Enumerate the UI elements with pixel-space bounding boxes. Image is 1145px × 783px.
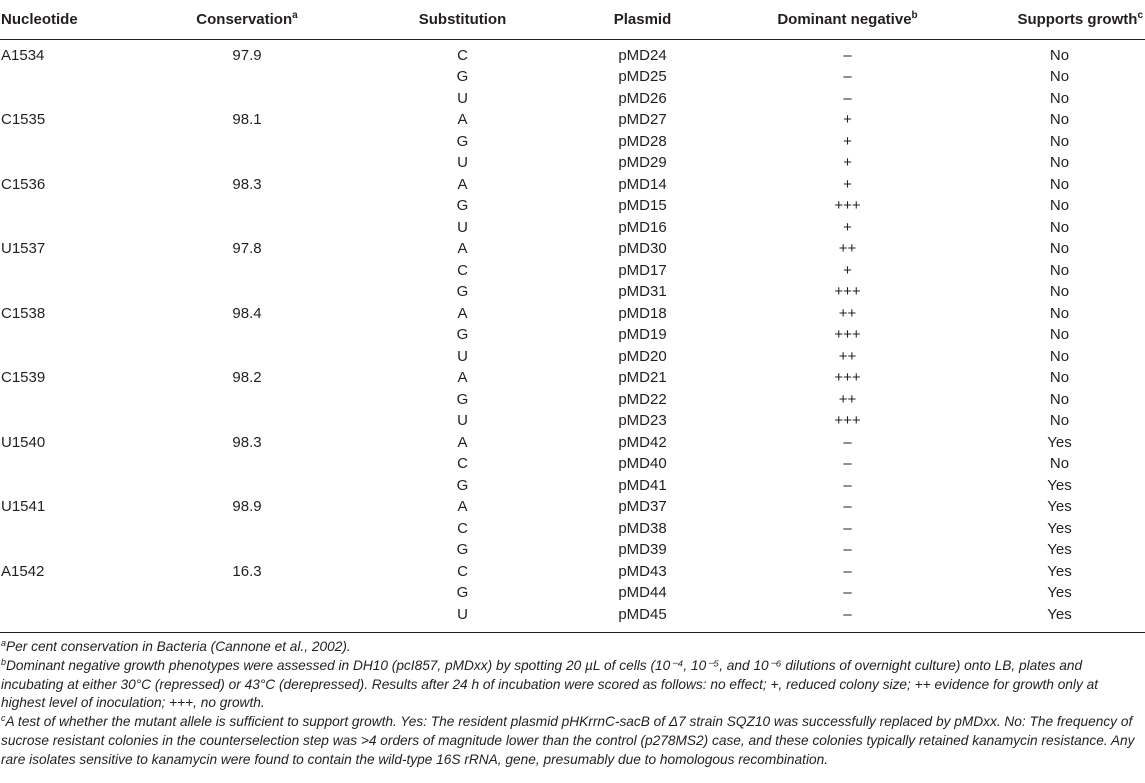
cell-dominant-negative: +: [843, 175, 852, 193]
cell-nucleotide: [0, 195, 160, 217]
table-row: [0, 303, 1145, 325]
cell-conservation: [160, 389, 355, 411]
cell-nucleotide: [0, 539, 160, 561]
cell-plasmid: pMD25: [618, 68, 667, 85]
table-row: [0, 217, 1145, 239]
cell-substitution: G: [456, 541, 469, 558]
cell-conservation: 98.3: [232, 433, 262, 451]
cell-nucleotide: [0, 582, 160, 604]
cell-nucleotide: C1535: [1, 111, 46, 128]
cell-plasmid: pMD22: [618, 390, 667, 408]
cell-substitution: A: [457, 369, 468, 386]
cell-conservation: [160, 475, 355, 497]
cell-dominant-negative: –: [843, 541, 852, 558]
cell-nucleotide: [0, 324, 160, 346]
cell-substitution: C: [457, 519, 468, 537]
header-substitution: Substitution: [355, 0, 570, 39]
cell-supports-growth: Yes: [1047, 562, 1072, 580]
header-conservation: Conservation$^a$: [160, 0, 355, 39]
cell-nucleotide: [0, 453, 160, 475]
cell-conservation: [160, 582, 355, 604]
cell-supports-growth: No: [1049, 132, 1070, 150]
table-row: [0, 131, 1145, 153]
cell-plasmid: pMD21: [618, 369, 667, 386]
cell-supports-growth: No: [1049, 89, 1070, 107]
cell-substitution: G: [456, 283, 469, 300]
cell-plasmid: pMD16: [618, 218, 667, 236]
cell-plasmid: pMD43: [618, 562, 667, 580]
cell-nucleotide: U1541: [1, 498, 46, 515]
cell-plasmid: pMD30: [618, 240, 667, 257]
cell-supports-growth: No: [1049, 369, 1070, 386]
cell-plasmid: pMD39: [618, 541, 667, 558]
cell-nucleotide: C1536: [1, 175, 46, 193]
footnote-mark: c: [1137, 9, 1143, 21]
cell-dominant-negative: +++: [834, 326, 861, 343]
cell-dominant-negative: +: [843, 154, 852, 171]
cell-plasmid: pMD31: [618, 283, 667, 300]
cell-dominant-negative: ++: [838, 347, 857, 365]
cell-dominant-negative: +: [843, 111, 852, 128]
table-row: [0, 453, 1145, 475]
cell-substitution: A: [457, 433, 468, 451]
table-row: [0, 346, 1145, 368]
table-row: [0, 109, 1145, 131]
table-row: [0, 260, 1145, 282]
cell-supports-growth: No: [1049, 46, 1070, 64]
cell-plasmid: pMD14: [618, 175, 667, 193]
cell-conservation: [160, 518, 355, 540]
cell-conservation: [160, 217, 355, 239]
cell-supports-growth: No: [1049, 261, 1070, 279]
cell-plasmid: pMD45: [618, 605, 667, 623]
cell-dominant-negative: –: [843, 68, 852, 85]
cell-substitution: U: [457, 154, 468, 171]
header-dominant-negative: Dominant negative$^b$: [715, 0, 980, 39]
cell-plasmid: pMD17: [618, 261, 667, 279]
cell-nucleotide: [0, 217, 160, 239]
header-plasmid: Plasmid: [570, 0, 715, 39]
cell-supports-growth: No: [1049, 412, 1070, 429]
cell-substitution: A: [457, 111, 468, 128]
cell-conservation: [160, 66, 355, 88]
cell-dominant-negative: –: [843, 476, 852, 494]
cell-nucleotide: [0, 66, 160, 88]
cell-substitution: A: [457, 175, 468, 193]
cell-supports-growth: No: [1049, 283, 1070, 300]
cell-plasmid: pMD37: [618, 498, 667, 515]
cell-conservation: [160, 131, 355, 153]
cell-conservation: [160, 281, 355, 303]
cell-substitution: U: [457, 218, 468, 236]
cell-conservation: [160, 260, 355, 282]
table-body: [0, 39, 1145, 625]
cell-substitution: A: [457, 498, 468, 515]
table-row: [0, 66, 1145, 88]
cell-supports-growth: No: [1049, 218, 1070, 236]
cell-dominant-negative: –: [843, 562, 852, 580]
cell-nucleotide: [0, 389, 160, 411]
table-row: [0, 367, 1145, 389]
cell-conservation: [160, 410, 355, 432]
cell-conservation: 98.3: [232, 175, 262, 193]
footnote-mark: b: [911, 9, 918, 21]
cell-supports-growth: No: [1049, 154, 1070, 171]
cell-plasmid: pMD24: [618, 46, 667, 64]
cell-conservation: [160, 152, 355, 174]
cell-dominant-negative: –: [843, 46, 852, 64]
table-row: [0, 561, 1145, 583]
table-row: [0, 389, 1145, 411]
cell-nucleotide: [0, 88, 160, 110]
footnotes: [0, 633, 1145, 770]
cell-substitution: G: [456, 197, 469, 214]
cell-substitution: G: [456, 68, 469, 85]
cell-supports-growth: No: [1049, 111, 1070, 128]
cell-nucleotide: [0, 518, 160, 540]
table-row: [0, 539, 1145, 561]
cell-supports-growth: No: [1049, 455, 1070, 472]
cell-plasmid: pMD44: [618, 584, 667, 601]
cell-plasmid: pMD15: [618, 197, 667, 214]
footnote-mark: a: [292, 9, 298, 21]
cell-substitution: U: [457, 347, 468, 365]
cell-plasmid: pMD19: [618, 326, 667, 343]
cell-plasmid: pMD40: [618, 455, 667, 472]
cell-conservation: 98.1: [232, 111, 262, 128]
table-header: [0, 0, 1145, 39]
cell-dominant-negative: +: [843, 261, 852, 279]
cell-plasmid: pMD38: [618, 519, 667, 537]
cell-dominant-negative: ++: [838, 390, 857, 408]
cell-supports-growth: No: [1049, 390, 1070, 408]
table-row: [0, 195, 1145, 217]
cell-conservation: 16.3: [232, 562, 262, 580]
cell-dominant-negative: ++: [838, 304, 857, 322]
cell-dominant-negative: ++: [838, 240, 857, 257]
cell-substitution: A: [457, 304, 468, 322]
cell-supports-growth: No: [1049, 197, 1070, 214]
cell-dominant-negative: +: [843, 132, 852, 150]
cell-plasmid: pMD28: [618, 132, 667, 150]
cell-conservation: [160, 453, 355, 475]
table-row: [0, 410, 1145, 432]
table-row: [0, 238, 1145, 260]
table-row: [0, 324, 1145, 346]
cell-dominant-negative: +++: [834, 369, 861, 386]
table-row: [0, 39, 1145, 66]
cell-conservation: 98.2: [232, 369, 262, 386]
cell-nucleotide: C1538: [1, 304, 46, 322]
cell-nucleotide: [0, 131, 160, 153]
cell-supports-growth: No: [1049, 240, 1070, 257]
cell-supports-growth: Yes: [1047, 605, 1072, 623]
footnote-b: $^b$Dominant negative growth phenotypes were assessed in DH10 (pcI857, pMDxx) by spotting 20 µL of cells (10⁻⁴, 10⁻⁵, and 10⁻⁶ dilutions of overnight culture) onto LB, plates and incubating at either 30°C (repressed) or 43°C (derepressed). Results after 24 h of incubation were scored as follows: no effect; +, reduced colony size; ++ evidence for growth only at highest level of inoculation; +++, no growth.: [1, 656, 1099, 711]
cell-substitution: U: [457, 89, 468, 107]
cell-substitution: U: [457, 605, 468, 623]
cell-substitution: G: [456, 584, 469, 601]
cell-dominant-negative: –: [843, 498, 852, 515]
cell-dominant-negative: –: [843, 433, 852, 451]
cell-conservation: [160, 539, 355, 561]
cell-plasmid: pMD27: [618, 111, 667, 128]
cell-plasmid: pMD29: [618, 154, 667, 171]
cell-conservation: [160, 604, 355, 626]
cell-supports-growth: Yes: [1047, 584, 1072, 601]
cell-plasmid: pMD20: [618, 347, 667, 365]
table-row: [0, 88, 1145, 110]
cell-conservation: 98.4: [232, 304, 262, 322]
cell-plasmid: pMD23: [618, 412, 667, 429]
cell-supports-growth: Yes: [1047, 519, 1072, 537]
table-row: [0, 152, 1145, 174]
cell-dominant-negative: +++: [834, 283, 861, 300]
cell-supports-growth: No: [1049, 347, 1070, 365]
cell-substitution: G: [456, 326, 469, 343]
table-row: [0, 281, 1145, 303]
cell-nucleotide: [0, 410, 160, 432]
cell-conservation: [160, 346, 355, 368]
cell-substitution: U: [457, 412, 468, 429]
footnote-c: $^c$A test of whether the mutant allele is sufficient to support growth. Yes: The resident plasmid pHKrrnC-sacB of Δ7 strain SQZ10 was successfully replaced by pMDxx. No: The frequency of sucrose resistant colonies in the counterselection step was >4 orders of magnitude lower than the control (p278MS2) case, and these colonies typically retained kanamycin resistance. Any rare isolates sensitive to kanamycin were found to contain the wild-type 16S rRNA, gene, presumably due to homologous recombination.: [1, 713, 1135, 767]
table-row: [0, 496, 1145, 518]
cell-substitution: C: [457, 261, 468, 279]
cell-dominant-negative: +++: [834, 412, 861, 429]
cell-substitution: C: [457, 46, 468, 64]
cell-nucleotide: [0, 604, 160, 626]
cell-substitution: G: [456, 390, 469, 408]
cell-dominant-negative: –: [843, 89, 852, 107]
cell-supports-growth: No: [1049, 68, 1070, 85]
cell-dominant-negative: –: [843, 455, 852, 472]
table-row: [0, 604, 1145, 626]
table-bottom-rule: [0, 625, 1145, 633]
table-row: [0, 432, 1145, 454]
cell-substitution: A: [457, 240, 468, 257]
table-row: [0, 582, 1145, 604]
cell-nucleotide: C1539: [1, 369, 46, 386]
cell-supports-growth: Yes: [1047, 498, 1072, 515]
cell-nucleotide: U1537: [1, 240, 46, 257]
cell-supports-growth: No: [1049, 175, 1070, 193]
cell-conservation: 97.9: [232, 46, 262, 64]
cell-supports-growth: Yes: [1047, 541, 1072, 558]
cell-nucleotide: [0, 346, 160, 368]
cell-supports-growth: No: [1049, 304, 1070, 322]
cell-supports-growth: Yes: [1047, 433, 1072, 451]
cell-nucleotide: [0, 281, 160, 303]
cell-substitution: C: [457, 562, 468, 580]
header-nucleotide: Nucleotide: [0, 0, 160, 39]
cell-nucleotide: [0, 260, 160, 282]
cell-conservation: [160, 324, 355, 346]
cell-substitution: G: [456, 476, 469, 494]
cell-plasmid: pMD42: [618, 433, 667, 451]
cell-nucleotide: A1542: [1, 562, 45, 580]
cell-nucleotide: [0, 475, 160, 497]
cell-plasmid: pMD26: [618, 89, 667, 107]
cell-conservation: 97.8: [232, 240, 262, 257]
cell-nucleotide: A1534: [1, 46, 45, 64]
cell-supports-growth: Yes: [1047, 476, 1072, 494]
cell-conservation: [160, 195, 355, 217]
cell-nucleotide: [0, 152, 160, 174]
cell-substitution: G: [456, 132, 469, 150]
table-row: [0, 174, 1145, 196]
footnote-a: $^a$Per cent conservation in Bacteria (Cannone et al., 2002).: [1, 638, 351, 654]
cell-conservation: 98.9: [232, 498, 262, 515]
cell-conservation: [160, 88, 355, 110]
cell-dominant-negative: –: [843, 584, 852, 601]
cell-plasmid: pMD18: [618, 304, 667, 322]
cell-dominant-negative: –: [843, 605, 852, 623]
header-supports-growth: Supports growth$^c$: [980, 0, 1145, 39]
cell-supports-growth: No: [1049, 326, 1070, 343]
cell-plasmid: pMD41: [618, 476, 667, 494]
table-row: [0, 518, 1145, 540]
cell-nucleotide: U1540: [1, 433, 46, 451]
cell-dominant-negative: +++: [834, 197, 861, 214]
cell-substitution: C: [457, 455, 468, 472]
cell-dominant-negative: +: [843, 218, 852, 236]
cell-dominant-negative: –: [843, 519, 852, 537]
table-row: [0, 475, 1145, 497]
